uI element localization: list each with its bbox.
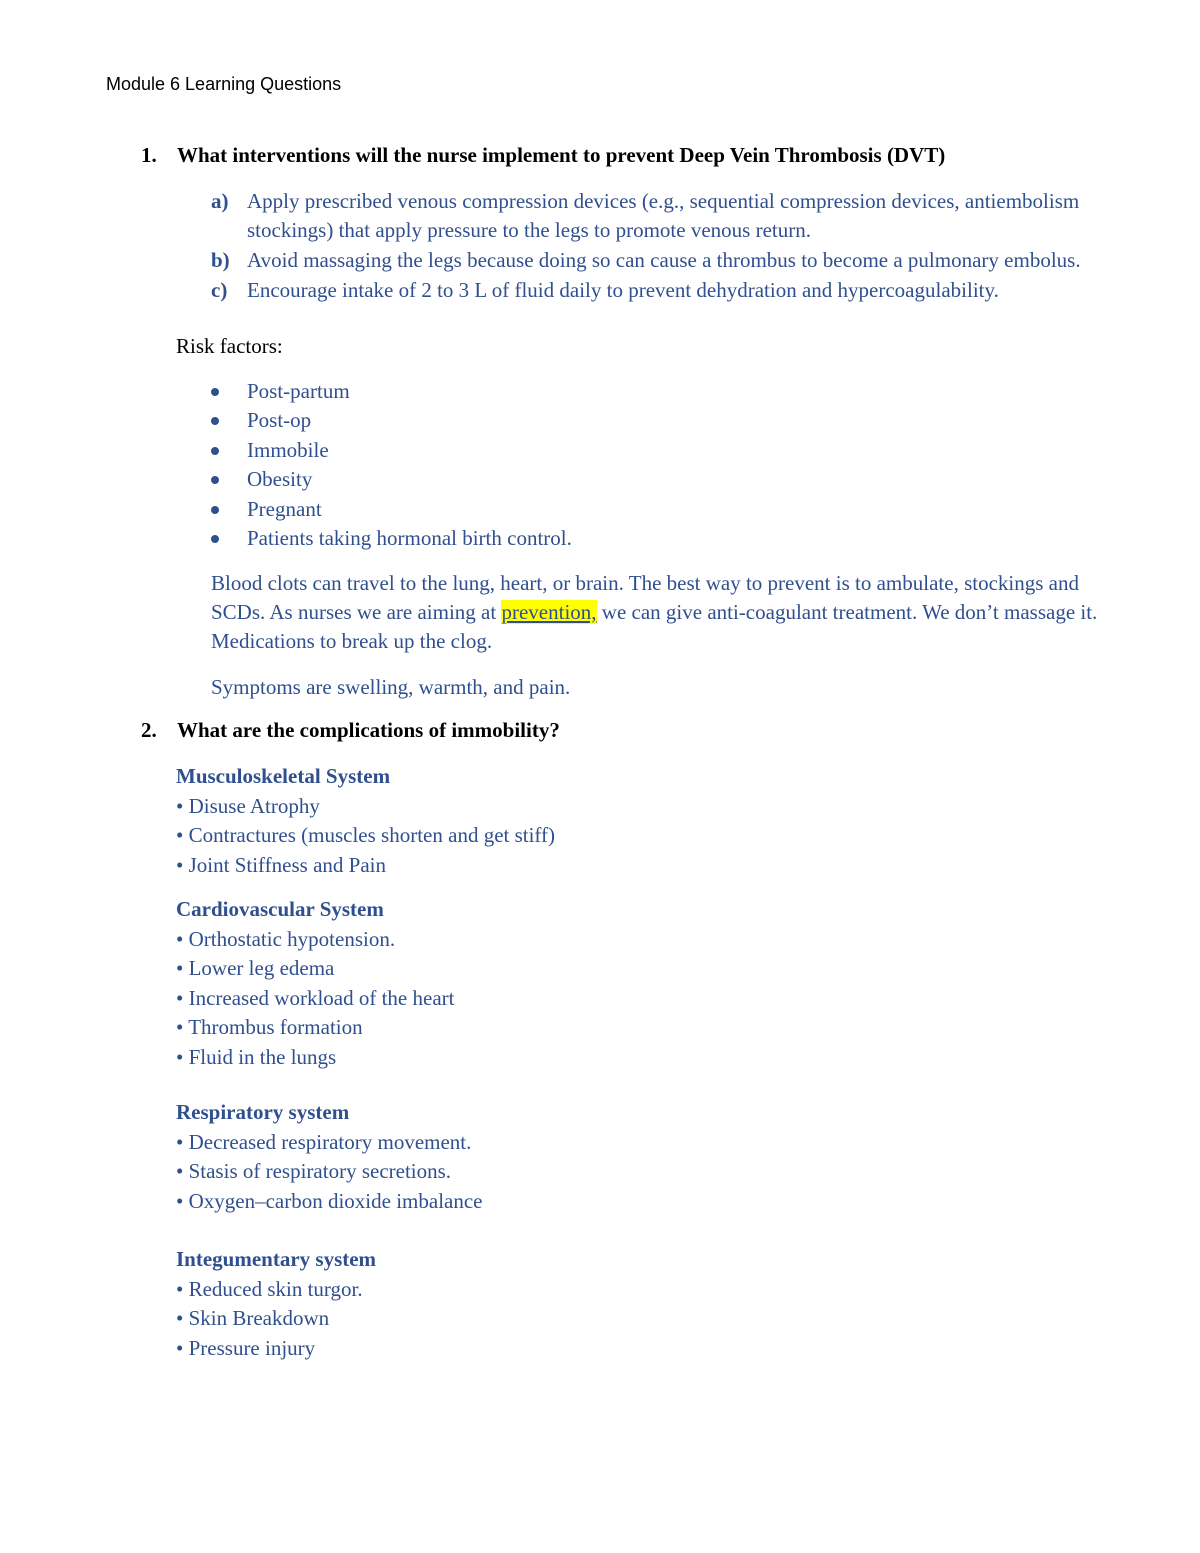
section-cardiovascular	[176, 895, 454, 1072]
bullet-icon	[211, 447, 219, 455]
risk-factors-label: Risk factors:	[176, 334, 283, 358]
list-item	[211, 495, 572, 524]
list-item: • Orthostatic hypotension.	[176, 926, 396, 951]
list-item: • Reduced skin turgor.	[176, 1276, 363, 1301]
list-item	[211, 246, 1111, 275]
risk-factor-list	[211, 377, 572, 553]
list-item	[211, 187, 1111, 245]
risk-factor: Pregnant	[247, 496, 322, 521]
list-item: • Stasis of respiratory secretions.	[176, 1159, 452, 1183]
intervention-list	[211, 187, 1111, 306]
list-item: • Increased workload of the heart	[176, 985, 455, 1010]
bullet-icon	[211, 476, 219, 484]
section-integumentary	[176, 1245, 376, 1363]
question-text: What are the complications of immobility?	[177, 718, 560, 742]
list-item	[211, 465, 572, 494]
section-heading: Respiratory system	[176, 1100, 350, 1124]
bullet-icon	[211, 506, 219, 514]
list-item: • Disuse Atrophy	[176, 793, 320, 818]
paragraph-text: Blood clots can travel to the lung, heart, or brain. The best way to prevent is to ambulate, stockings and SCDs. As nurses we are aiming at	[211, 571, 1079, 624]
risk-factor: Immobile	[247, 437, 329, 462]
list-item	[211, 436, 572, 465]
list-item: • Skin Breakdown	[176, 1306, 330, 1330]
section-respiratory	[176, 1098, 483, 1216]
section-musculoskeletal	[176, 762, 555, 880]
item-text: Encourage intake of 2 to 3 L of fluid daily to prevent dehydration and hypercoagulability.	[247, 278, 999, 302]
item-text: Apply prescribed venous compression devices (e.g., sequential compression devices, antiembolism stockings) that apply pressure to the legs to promote venous return.	[247, 189, 1080, 242]
highlighted-text: prevention,	[501, 600, 597, 624]
paragraph-text: we can give anti-coagulant treatment. We don’t massage it. Medications to break up the clog.	[211, 600, 1098, 653]
question-1	[141, 143, 945, 168]
item-label: a)	[211, 189, 229, 213]
list-item: • Fluid in the lungs	[176, 1044, 337, 1069]
dvt-notes-paragraph	[211, 569, 1111, 656]
question-2	[141, 718, 560, 743]
symptoms-paragraph: Symptoms are swelling, warmth, and pain.	[211, 675, 571, 699]
item-text: Avoid massaging the legs because doing so can cause a thrombus to become a pulmonary embolus.	[247, 248, 1081, 272]
item-label: c)	[211, 278, 228, 302]
list-item	[211, 406, 572, 435]
list-item: • Pressure injury	[176, 1335, 316, 1360]
bullet-icon	[211, 417, 219, 425]
list-item	[211, 524, 572, 553]
risk-factor: Patients taking hormonal birth control.	[247, 526, 572, 551]
section-heading: Cardiovascular System	[176, 897, 384, 921]
risk-factor: Obesity	[247, 467, 313, 492]
list-item: • Joint Stiffness and Pain	[176, 852, 386, 877]
item-label: b)	[211, 248, 230, 272]
list-item: • Contractures (muscles shorten and get stiff)	[176, 823, 556, 847]
section-heading: Musculoskeletal System	[176, 764, 391, 788]
list-item: • Lower leg edema	[176, 956, 335, 980]
question-number: 2.	[141, 718, 157, 742]
bullet-icon	[211, 388, 219, 396]
list-item: • Decreased respiratory movement.	[176, 1129, 472, 1154]
section-heading: Integumentary system	[176, 1247, 377, 1271]
list-item	[211, 377, 572, 406]
question-text: What interventions will the nurse implement to prevent Deep Vein Thrombosis (DVT)	[177, 143, 946, 167]
bullet-icon	[211, 535, 219, 543]
list-item: • Oxygen–carbon dioxide imbalance	[176, 1188, 483, 1213]
list-item: • Thrombus formation	[176, 1015, 363, 1039]
page-header: Module 6 Learning Questions	[106, 74, 342, 94]
risk-factor: Post-op	[247, 408, 312, 433]
risk-factor: Post-partum	[247, 379, 350, 403]
list-item	[211, 276, 1111, 305]
question-number: 1.	[141, 143, 157, 167]
